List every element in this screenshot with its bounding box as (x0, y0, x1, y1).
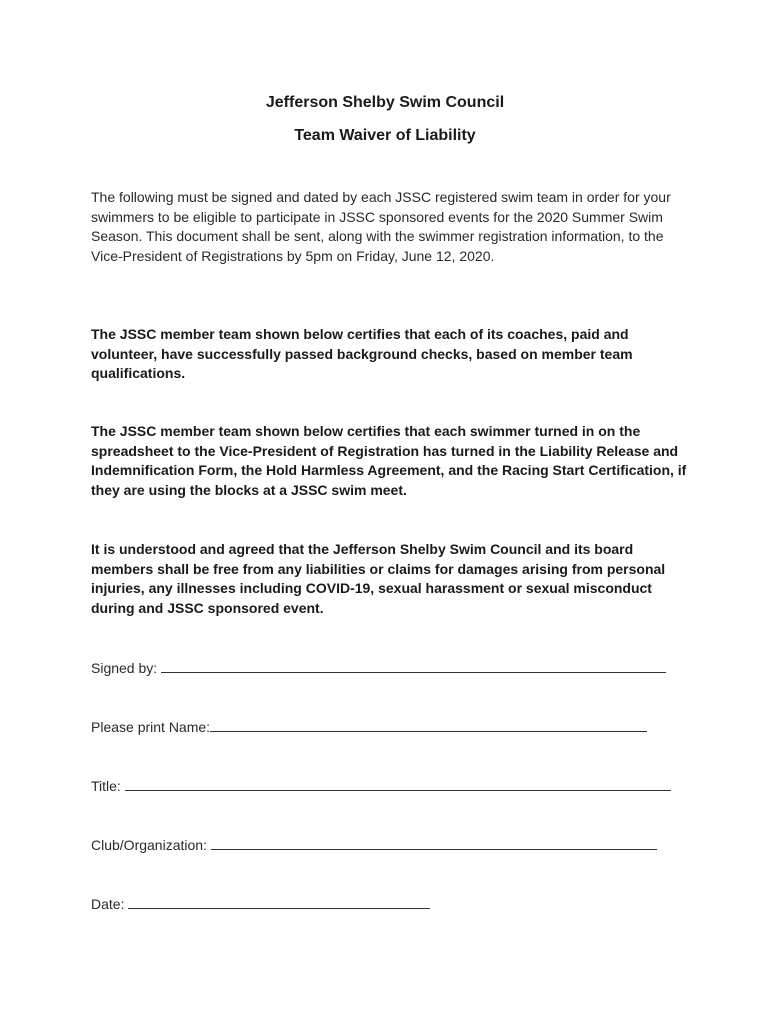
title-label: Title: (91, 778, 121, 794)
club-organization-label: Club/Organization: (91, 837, 207, 853)
date-label: Date: (91, 896, 125, 912)
document-title: Team Waiver of Liability (294, 127, 476, 144)
club-organization-line[interactable] (211, 835, 657, 850)
coaches-certification-paragraph: The JSSC member team shown below certifies that each of its coaches, paid and volunteer, have successfully passed background checks, based on member team qualifications. (91, 326, 633, 381)
club-organization-row (91, 835, 657, 854)
title-line[interactable] (125, 776, 671, 791)
date-row (91, 894, 430, 913)
swimmers-certification-paragraph: The JSSC member team shown below certifies that each swimmer turned in on the spreadsheet to the Vice-President of Registration has turned in the Liability Release and Indemnification Form, the Hold Harmless Agreement, and the Racing Start Certification, if they are using the blocks at a JSSC swim meet. (91, 423, 687, 498)
title-row (91, 776, 671, 795)
signed-by-label: Signed by: (91, 660, 158, 676)
print-name-line[interactable] (210, 717, 647, 732)
signed-by-line[interactable] (161, 658, 666, 673)
signed-by-row (91, 658, 666, 677)
liability-agreement-paragraph: It is understood and agreed that the Jefferson Shelby Swim Council and its board members shall be free from any liabilities or claims for damages arising from personal injuries, any illnesses including COVID-19, sexual harassment or sexual misconduct during and JSSC sponsored event. (91, 541, 666, 616)
organization-title: Jefferson Shelby Swim Council (265, 94, 505, 111)
print-name-label: Please print Name: (91, 719, 211, 735)
date-line[interactable] (128, 894, 430, 909)
print-name-row (91, 717, 647, 736)
intro-paragraph: The following must be signed and dated by each JSSC registered swim team in order for your swimmers to be eligible to participate in JSSC sponsored events for the 2020 Summer Swim Season. This document shall be sent, along with the swimmer registration information, to the Vice-President of Registrations by 5pm on Friday, June 12, 2020. (91, 189, 671, 264)
